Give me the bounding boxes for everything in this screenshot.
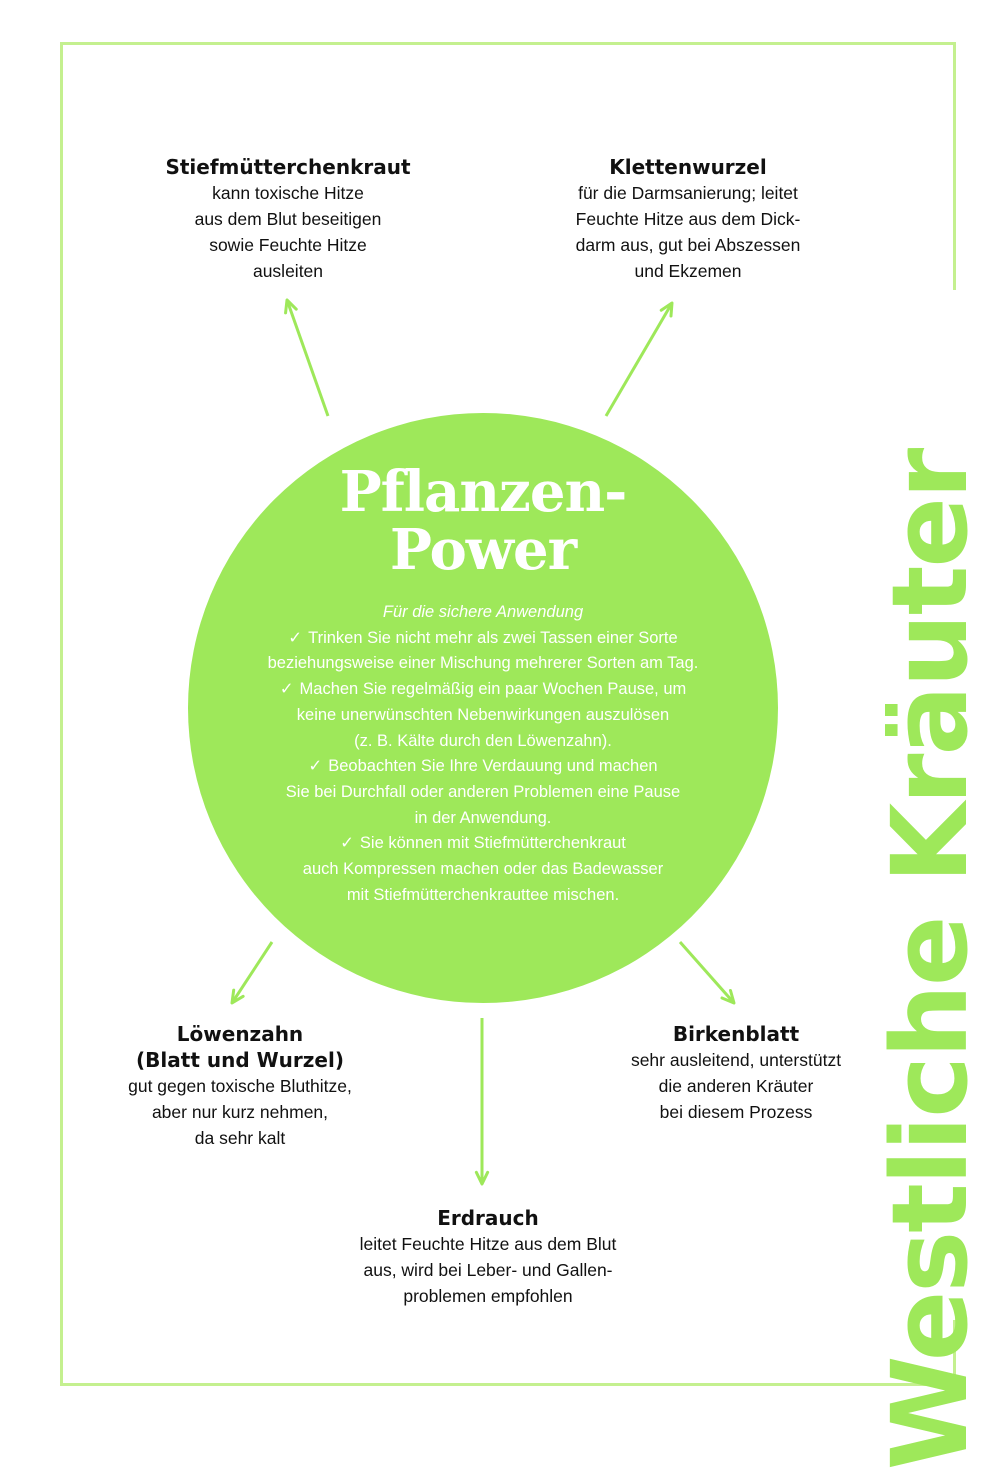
herb-description-line: aus dem Blut beseitigen	[194, 209, 382, 229]
circle-title-line: Pflanzen-	[339, 459, 627, 525]
tip-item	[210, 831, 756, 908]
tip-line: Trinken Sie nicht mehr als zwei Tassen einer Sorte	[308, 628, 678, 647]
safety-tips-subtitle: Für die sichere Anwendung	[382, 603, 584, 621]
tip-line: beziehungsweise einer Mischung mehrerer Sorten am Tag.	[267, 654, 699, 673]
arrow-to-stiefmuetterchenkraut	[286, 300, 328, 416]
circle-title	[188, 459, 778, 583]
herb-description-line: problemen empfohlen	[403, 1286, 573, 1306]
herb-name: Löwenzahn	[176, 1022, 304, 1046]
tip-item	[210, 677, 756, 754]
tip-line: mit Stiefmütterchenkrauttee mischen.	[346, 885, 620, 904]
herb-name: Klettenwurzel	[609, 155, 767, 179]
herb-description-line: sowie Feuchte Hitze	[209, 235, 367, 255]
tip-line: Machen Sie regelmäßig ein paar Wochen Pause, um	[299, 680, 687, 699]
arrow-line	[680, 942, 734, 1003]
herb-description-line: Feuchte Hitze aus dem Dick-	[575, 209, 801, 229]
herb-description-line: sehr ausleitend, unterstützt	[630, 1050, 842, 1070]
herb-description-line: die anderen Kräuter	[658, 1076, 814, 1096]
herb-klettenwurzel	[528, 154, 848, 284]
herb-description-line: ausleiten	[252, 261, 324, 281]
check-icon: ✓	[279, 680, 294, 699]
arrow-to-birkenblatt	[680, 942, 734, 1003]
herb-description-line: da sehr kalt	[194, 1128, 286, 1148]
herb-name: Stiefmütterchenkraut	[165, 155, 411, 179]
herb-description-line: darm aus, gut bei Abszessen	[575, 235, 801, 255]
arrow-line	[232, 942, 272, 1003]
arrow-line	[287, 300, 328, 416]
arrow-line	[606, 303, 672, 416]
tip-line: Sie bei Durchfall oder anderen Problemen eine Pause	[285, 782, 681, 801]
tip-line: auch Kompressen machen oder das Badewasser	[302, 860, 664, 879]
herb-description-line: gut gegen toxische Bluthitze,	[128, 1076, 352, 1096]
herb-loewenzahn	[80, 1021, 400, 1151]
check-icon: ✓	[308, 757, 323, 776]
herb-stiefmuetterchenkraut	[128, 154, 448, 284]
herb-description-line: kann toxische Hitze	[212, 183, 364, 203]
arrow-to-loewenzahn	[232, 942, 272, 1003]
herb-name: Birkenblatt	[672, 1022, 800, 1046]
arrow-to-erdrauch	[476, 1018, 487, 1184]
herb-name: (Blatt und Wurzel)	[136, 1048, 344, 1072]
herb-description-line: und Ekzemen	[634, 261, 742, 281]
tip-line: keine unerwünschten Nebenwirkungen auszulösen	[296, 705, 670, 724]
herb-description-line: leitet Feuchte Hitze aus dem Blut	[359, 1234, 617, 1254]
arrow-to-klettenwurzel	[606, 303, 672, 416]
tip-item	[210, 754, 756, 831]
circle-title-line: Power	[389, 517, 577, 583]
safety-tips	[210, 600, 756, 908]
tip-line: in der Anwendung.	[414, 808, 552, 827]
tip-item	[210, 626, 756, 677]
herb-birkenblatt	[576, 1021, 896, 1125]
side-title-text: Westliche Kräuter	[869, 449, 991, 1470]
tip-line: Sie können mit Stiefmütterchenkraut	[359, 834, 626, 853]
herb-erdrauch	[328, 1205, 648, 1309]
herb-description-line: bei diesem Prozess	[659, 1102, 813, 1122]
herb-description-line: für die Darmsanierung; leitet	[578, 183, 798, 203]
herb-description-line: aus, wird bei Leber- und Gallen-	[363, 1260, 613, 1280]
tip-line: Beobachten Sie Ihre Verdauung und machen	[328, 757, 658, 776]
herb-description-line: aber nur kurz nehmen,	[151, 1102, 329, 1122]
tip-line: (z. B. Kälte durch den Löwenzahn).	[354, 731, 612, 750]
check-icon: ✓	[340, 834, 354, 853]
check-icon: ✓	[288, 628, 303, 647]
herb-name: Erdrauch	[437, 1206, 539, 1230]
